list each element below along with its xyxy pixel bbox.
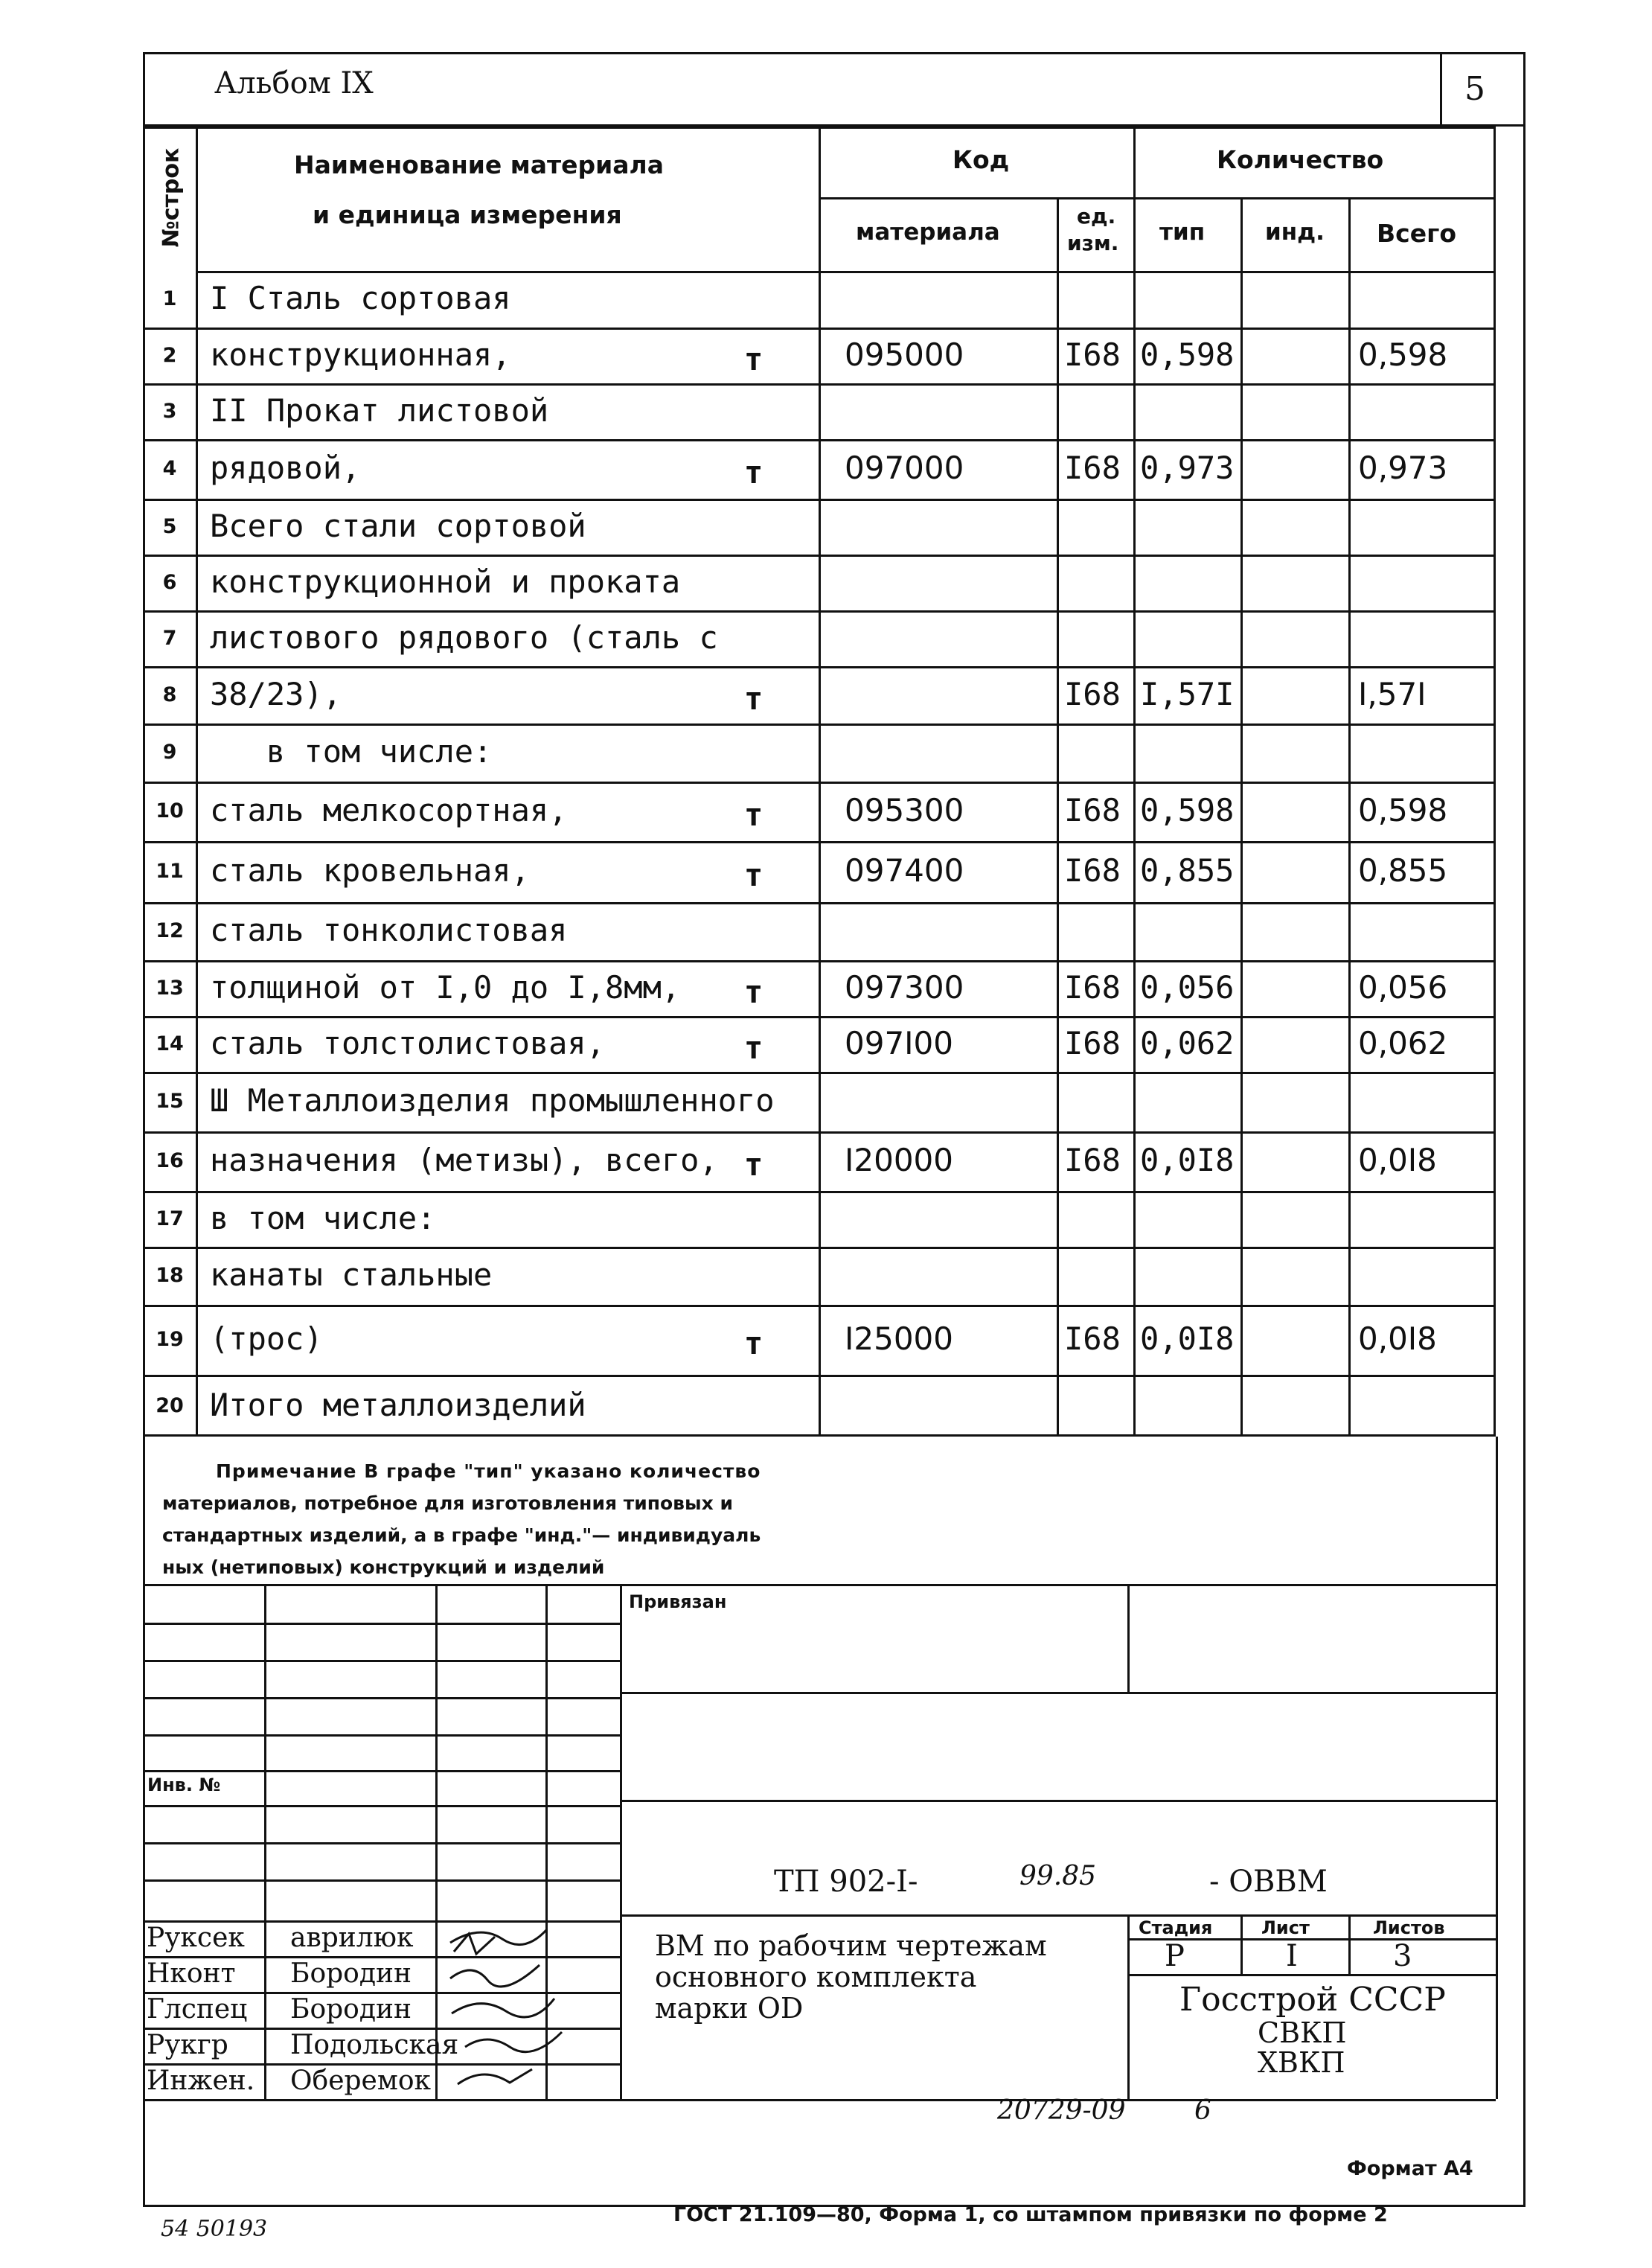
row-number: 9: [162, 741, 177, 764]
row-unit-code: I68: [1064, 792, 1121, 828]
inv-no-label: Инв. №: [147, 1775, 221, 1795]
row-unit-code: I68: [1064, 1320, 1121, 1357]
note-line-4: ных (нетиповых) конструкций и изделий: [162, 1556, 605, 1578]
row-code: 097400: [845, 852, 964, 889]
row-text: 38/23),: [210, 676, 342, 712]
row-total: 0,855: [1358, 852, 1448, 889]
header-quantity: Количество: [1217, 145, 1384, 174]
row-text: в том числе:: [210, 1200, 436, 1236]
row-total: 0,598: [1358, 792, 1448, 828]
row-text: сталь тонколистовая: [210, 912, 568, 948]
signatures-graphic: [435, 1920, 569, 2099]
doc-title-line1: ВМ по рабочим чертежам: [655, 1929, 1047, 1962]
row-number: 6: [162, 571, 177, 594]
row-unit: т: [744, 796, 763, 833]
header-rows-number: №строк: [158, 147, 185, 248]
row-number: 5: [162, 515, 177, 538]
row-unit-code: I68: [1064, 1142, 1121, 1178]
row-text: Ш Металлоизделия промышленного: [210, 1082, 775, 1119]
privyazan-label: Привязан: [629, 1591, 727, 1612]
sheet-value: I: [1286, 1939, 1298, 1973]
row-type-qty: 0,056: [1140, 969, 1235, 1006]
sheets-header: Листов: [1373, 1917, 1445, 1938]
row-number: 1: [162, 287, 177, 310]
row-code: 097I00: [845, 1025, 953, 1061]
row-text: толщиной от I,0 до I,8мм,: [210, 969, 681, 1006]
signatory-role: Руксек: [147, 1923, 245, 1953]
note-line-2: материалов, потребное для изготовления типовых и: [162, 1492, 733, 1514]
header-q-type: тип: [1159, 219, 1206, 246]
row-number: 4: [162, 457, 177, 480]
row-text: конструкционная,: [210, 336, 511, 373]
row-number: 20: [156, 1394, 184, 1417]
row-number: 10: [156, 799, 184, 822]
row-number: 7: [162, 627, 177, 650]
org-line2: СВКП: [1258, 2016, 1347, 2049]
signatory-role: Глспец: [147, 1994, 248, 2025]
stage-value: Р: [1165, 1939, 1185, 1973]
doc-code-suffix: - OBBM: [1209, 1865, 1328, 1899]
row-text: (трос): [210, 1320, 323, 1357]
row-number: 16: [156, 1149, 184, 1172]
row-code: 095000: [845, 336, 964, 373]
row-unit: т: [744, 974, 763, 1010]
row-text: канаты стальные: [210, 1256, 493, 1293]
doc-code-prefix: ТП 902-I-: [774, 1865, 918, 1899]
sheet-corner-number: 5: [1464, 70, 1485, 108]
header-code: Код: [953, 145, 1010, 174]
row-code: 095300: [845, 792, 964, 828]
row-type-qty: 0,0I8: [1140, 1320, 1235, 1357]
stage-header: Стадия: [1139, 1917, 1213, 1938]
row-number: 14: [156, 1032, 184, 1055]
row-unit: т: [744, 1325, 763, 1361]
row-type-qty: 0,598: [1140, 792, 1235, 828]
doc-code-number: 99.85: [1019, 1861, 1097, 1891]
archive-sheet: 6: [1194, 2095, 1211, 2126]
signatory-name: Бородин: [290, 1994, 412, 2025]
row-code: I20000: [845, 1142, 953, 1178]
row-number: 13: [156, 977, 184, 1000]
row-type-qty: 0,0I8: [1140, 1142, 1235, 1178]
row-unit-code: I68: [1064, 450, 1121, 486]
header-q-ind: инд.: [1265, 219, 1325, 246]
format-label: Формат А4: [1347, 2157, 1473, 2180]
row-number: 8: [162, 683, 177, 706]
row-unit-code: I68: [1064, 1025, 1121, 1061]
row-text: рядовой,: [210, 450, 361, 486]
note-line-3: стандартных изделий, а в графе "инд."— индивидуаль: [162, 1524, 761, 1546]
row-total: 0,056: [1358, 969, 1448, 1006]
header-code-unit-1: ед.: [1077, 204, 1116, 229]
row-text: сталь толстолистовая,: [210, 1025, 606, 1061]
signatory-name: Подольская: [290, 2030, 459, 2060]
row-unit-code: I68: [1064, 969, 1121, 1006]
row-number: 2: [162, 344, 177, 367]
row-type-qty: I,57I: [1140, 676, 1235, 712]
row-number: 15: [156, 1090, 184, 1113]
doc-title-line3: марки OD: [655, 1992, 804, 2025]
row-number: 11: [156, 860, 184, 883]
row-text: Итого металлоизделий: [210, 1387, 586, 1423]
row-total: 0,0I8: [1358, 1320, 1437, 1357]
row-total: 0,973: [1358, 450, 1448, 486]
signatory-role: Инжен.: [147, 2066, 255, 2096]
row-text: сталь кровельная,: [210, 852, 530, 889]
row-total: 0,062: [1358, 1025, 1448, 1061]
row-type-qty: 0,062: [1140, 1025, 1235, 1061]
org-line1: Госстрой СССР: [1179, 1981, 1446, 2019]
row-unit: т: [744, 1146, 763, 1183]
row-code: 097000: [845, 450, 964, 486]
row-text: в том числе:: [210, 733, 493, 770]
sheets-value: 3: [1393, 1939, 1412, 1973]
row-number: 3: [162, 400, 177, 423]
row-type-qty: 0,598: [1140, 336, 1235, 373]
signatory-role: Рукгр: [147, 2030, 228, 2060]
row-unit: т: [744, 341, 763, 377]
signatory-role: Нконт: [147, 1958, 236, 1989]
row-unit: т: [744, 454, 763, 491]
org-line3: ХВКП: [1258, 2046, 1345, 2079]
doc-title-line2: основного комплекта: [655, 1961, 977, 1993]
row-number: 12: [156, 919, 184, 942]
row-code: 097300: [845, 969, 964, 1006]
row-type-qty: 0,973: [1140, 450, 1235, 486]
header-q-total: Всего: [1377, 219, 1457, 248]
note-line-1: Примечание В графе "тип" указано количество: [216, 1460, 761, 1482]
row-text: назначения (метизы), всего,: [210, 1142, 718, 1178]
archive-number: 20729-09: [997, 2095, 1126, 2126]
header-name-line1: Наименование материала: [294, 150, 664, 179]
row-text: II Прокат листовой: [210, 392, 549, 429]
signatory-name: Бородин: [290, 1958, 412, 1989]
left-code: 54 50193: [161, 2216, 268, 2242]
row-code: I25000: [845, 1320, 953, 1357]
row-number: 19: [156, 1328, 184, 1351]
row-total: 0,598: [1358, 336, 1448, 373]
header-code-material: материала: [856, 219, 1000, 246]
gost-line: ГОСТ 21.109—80, Форма 1, со штампом привязки по форме 2: [673, 2203, 1388, 2226]
row-unit-code: I68: [1064, 852, 1121, 889]
row-unit: т: [744, 680, 763, 717]
row-total: 0,0I8: [1358, 1142, 1437, 1178]
signatory-name: Оберемок: [290, 2066, 432, 2096]
row-text: сталь мелкосортная,: [210, 792, 568, 828]
row-number: 17: [156, 1207, 184, 1230]
row-total: I,57I: [1358, 676, 1427, 712]
header-code-unit-2: изм.: [1067, 231, 1119, 255]
row-text: конструкционной и проката: [210, 563, 681, 600]
header-name-line2: и единица измерения: [313, 200, 622, 229]
row-type-qty: 0,855: [1140, 852, 1235, 889]
row-unit-code: I68: [1064, 676, 1121, 712]
row-text: I Сталь сортовая: [210, 280, 511, 316]
row-unit: т: [744, 1029, 763, 1066]
row-text: Всего стали сортовой: [210, 508, 586, 544]
row-unit-code: I68: [1064, 336, 1121, 373]
row-text: листового рядового (сталь с: [210, 619, 718, 656]
row-unit: т: [744, 857, 763, 893]
signatory-name: аврилюк: [290, 1923, 414, 1953]
sheet-header: Лист: [1261, 1917, 1310, 1938]
row-number: 18: [156, 1264, 184, 1287]
album-title: Альбом IX: [214, 66, 374, 100]
